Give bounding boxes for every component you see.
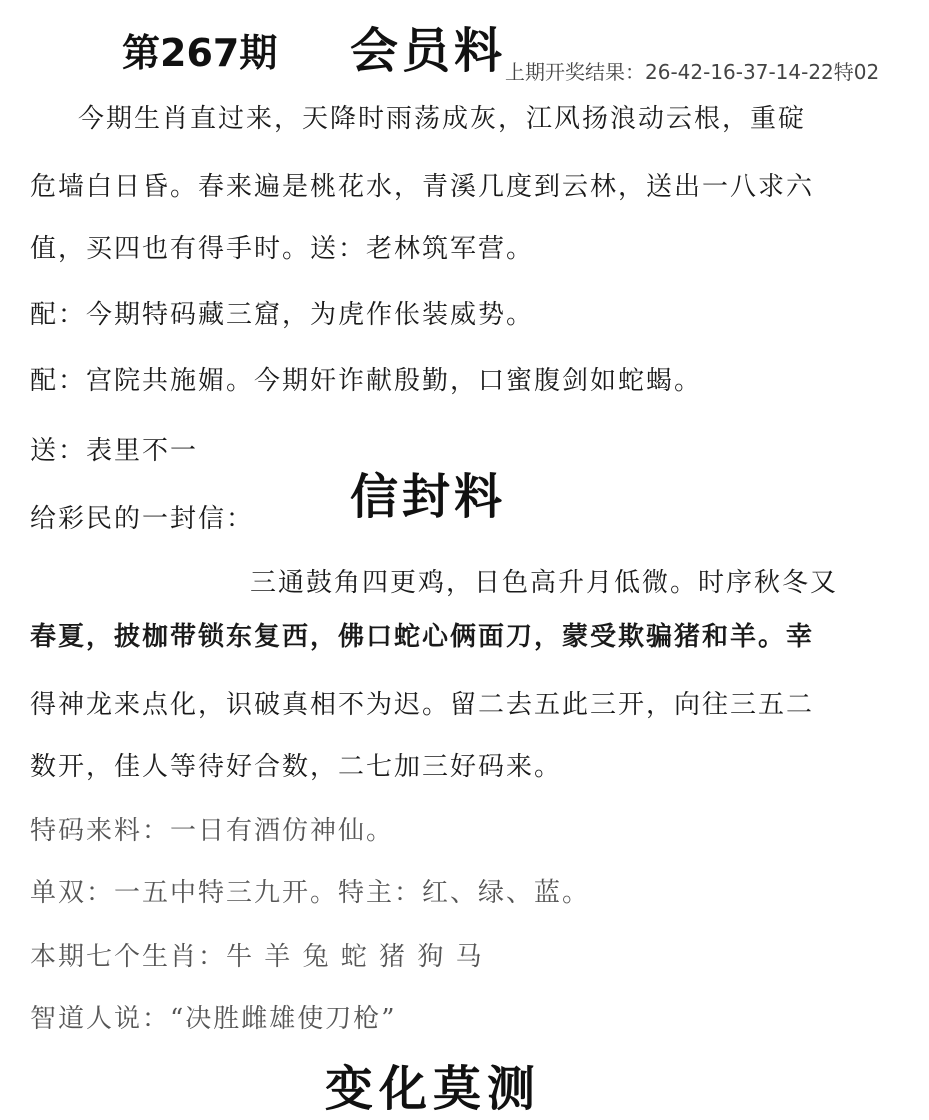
envelope-title: 信封料	[350, 469, 507, 525]
letter-line-4: 数开，佳人等待好合数，二七加三好码来。	[30, 752, 563, 782]
issue-number: 第267期	[122, 31, 278, 75]
saying-line: 智道人说：“决胜雌雄使刀枪”	[30, 1004, 397, 1034]
special-code-line: 特码来料：一日有酒仿神仙。	[30, 816, 395, 846]
poem-line-3: 值，买四也有得手时。送：老林筑军营。	[30, 234, 535, 264]
pair-line-2: 配：宫院共施媚。今期奸诈献殷勤，口蜜腹剑如蛇蝎。	[30, 366, 703, 396]
pair-line-1: 配：今期特码藏三窟，为虎作伥装威势。	[30, 300, 535, 330]
footer-title: 变化莫测	[325, 1061, 542, 1117]
odd-even-line: 单双：一五中特三九开。特主：红、绿、蓝。	[30, 878, 591, 908]
letter-line-2: 春夏，披枷带锁东复西，佛口蛇心俩面刀，蒙受欺骗猪和羊。幸	[30, 622, 815, 652]
page-title: 会员料	[350, 23, 507, 79]
letter-intro: 给彩民的一封信：	[30, 504, 255, 534]
last-draw-result: 上期开奖结果：26-42-16-37-14-22特02	[505, 60, 880, 84]
send-line: 送：表里不一	[30, 436, 199, 466]
poem-line-1: 今期生肖直过来，天降时雨荡成灰，江风扬浪动云根，重碇	[78, 104, 807, 134]
letter-line-1: 三通鼓角四更鸡，日色高升月低微。时序秋冬又	[250, 568, 839, 598]
letter-line-3: 得神龙来点化，识破真相不为迟。留二去五此三开，向往三五二	[30, 690, 815, 720]
poem-line-2: 危墙白日昏。春来遍是桃花水，青溪几度到云林，送出一八求六	[30, 172, 815, 202]
zodiac-line: 本期七个生肖：牛 羊 兔 蛇 猪 狗 马	[30, 942, 484, 972]
